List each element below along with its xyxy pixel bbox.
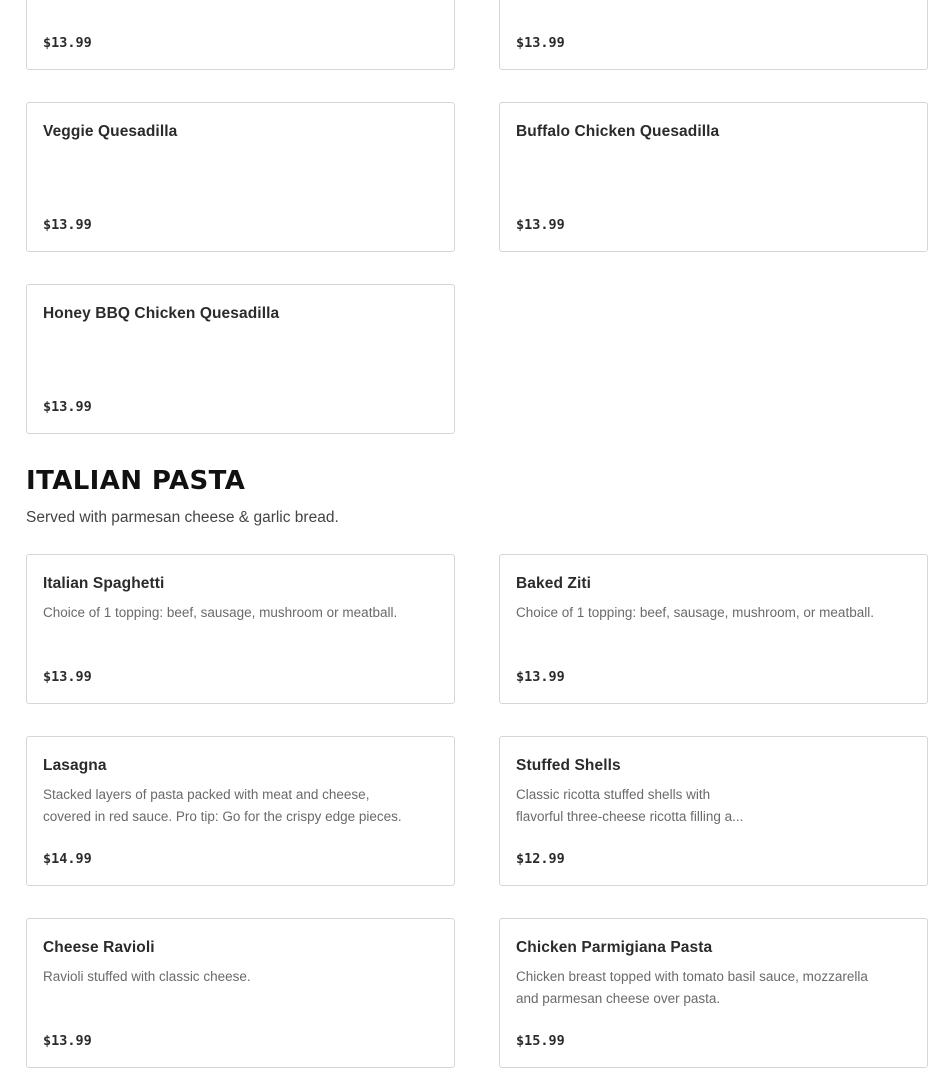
- item-price: $13.99: [43, 399, 92, 415]
- item-price: $13.99: [43, 669, 92, 685]
- item-description: Ravioli stuffed with classic cheese.: [43, 969, 251, 984]
- menu-item-card[interactable]: [499, 0, 928, 70]
- menu-item-card[interactable]: [26, 554, 455, 704]
- item-name: Stuffed Shells: [516, 757, 621, 774]
- item-description: Stacked layers of pasta packed with meat and cheese, covered in red sauce. Pro tip: Go for the crispy edge pieces.: [43, 787, 402, 824]
- menu-item-card[interactable]: [26, 918, 455, 1068]
- item-price: $15.99: [516, 1033, 565, 1049]
- menu-item-card[interactable]: [26, 284, 455, 434]
- item-name: Honey BBQ Chicken Quesadilla: [43, 305, 280, 322]
- item-description: Choice of 1 topping: beef, sausage, mushroom, or meatball.: [516, 605, 874, 620]
- item-price: $13.99: [43, 35, 92, 51]
- item-name: Italian Spaghetti: [43, 575, 165, 592]
- menu-item-card[interactable]: [26, 736, 455, 886]
- menu-item-card[interactable]: [499, 554, 928, 704]
- item-price: $13.99: [43, 1033, 92, 1049]
- menu-item-card[interactable]: [26, 102, 455, 252]
- item-price: $12.99: [516, 851, 565, 867]
- menu-item-card[interactable]: [499, 736, 928, 886]
- menu-item-card[interactable]: [499, 102, 928, 252]
- item-name: Lasagna: [43, 757, 107, 774]
- item-description: Chicken breast topped with tomato basil sauce, mozzarella and parmesan cheese over pasta.: [516, 969, 868, 1006]
- item-price: $13.99: [516, 35, 565, 51]
- item-price: $13.99: [516, 669, 565, 685]
- item-name: Baked Ziti: [516, 575, 592, 592]
- item-name: Buffalo Chicken Quesadilla: [516, 123, 720, 140]
- item-name: Chicken Parmigiana Pasta: [516, 939, 713, 956]
- item-price: $13.99: [516, 217, 565, 233]
- section-title: ITALIAN PASTA: [26, 466, 246, 496]
- item-name: Veggie Quesadilla: [43, 123, 178, 140]
- item-price: $13.99: [43, 217, 92, 233]
- item-price: $14.99: [43, 851, 92, 867]
- item-description: Classic ricotta stuffed shells with flavorful three-cheese ricotta filling a...: [516, 787, 744, 824]
- menu-item-card[interactable]: [499, 918, 928, 1068]
- item-description: Choice of 1 topping: beef, sausage, mushroom or meatball.: [43, 605, 398, 620]
- item-name: Cheese Ravioli: [43, 939, 155, 956]
- section-description: Served with parmesan cheese & garlic bread.: [26, 509, 339, 526]
- menu-item-card[interactable]: [26, 0, 455, 70]
